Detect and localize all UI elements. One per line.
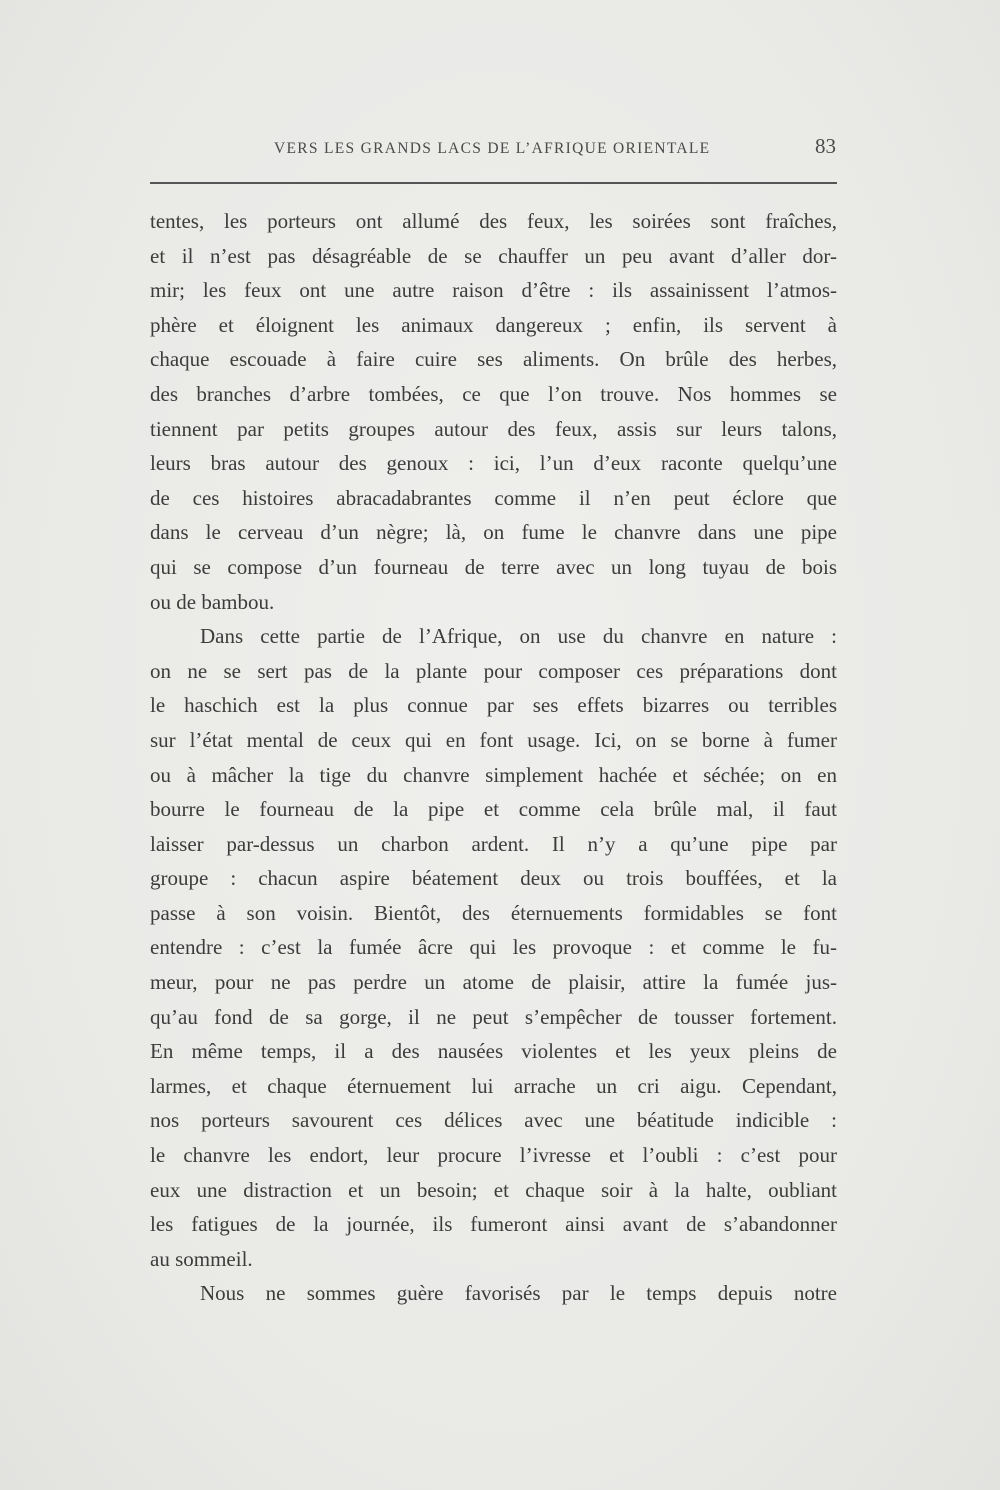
paragraph-first-line: Nous ne sommes guère favorisés par le temps depuis notre <box>200 1281 837 1306</box>
body-text <box>150 204 837 1311</box>
paragraph-end-line: au sommeil. <box>150 1246 253 1271</box>
text-line: qu’au fond de sa gorge, il ne peut s’empêcher de tousser fortement. <box>150 1004 837 1029</box>
text-line: meur, pour ne pas perdre un atome de plaisir, attire la fumée jus- <box>150 970 837 995</box>
text-line: les fatigues de la journée, ils fumeront ainsi avant de s’abandonner <box>150 1212 837 1237</box>
text-line: on ne se sert pas de la plante pour composer ces préparations dont <box>150 658 837 683</box>
text-line: tiennent par petits groupes autour des feux, assis sur leurs talons, <box>150 416 837 441</box>
running-head <box>150 134 838 164</box>
text-line: ou à mâcher la tige du chanvre simplement hachée et séchée; on en <box>150 762 837 787</box>
text-line: de ces histoires abracadabrantes comme il n’en peut éclore que <box>150 485 837 510</box>
text-line: passe à son voisin. Bientôt, des éternuements formidables se font <box>150 900 837 925</box>
text-line: et il n’est pas désagréable de se chauffer un peu avant d’aller dor- <box>150 243 837 268</box>
text-line: le chanvre les endort, leur procure l’ivresse et l’oubli : c’est pour <box>150 1143 837 1168</box>
page-number: 83 <box>815 134 836 158</box>
text-line: chaque escouade à faire cuire ses aliments. On brûle des herbes, <box>150 347 837 372</box>
text-line: entendre : c’est la fumée âcre qui les provoque : et comme le fu- <box>150 935 837 960</box>
running-title: VERS LES GRANDS LACS DE L’AFRIQUE ORIENTALE <box>274 140 711 157</box>
text-line: phère et éloignent les animaux dangereux ; enfin, ils servent à <box>150 312 837 337</box>
text-line: le haschich est la plus connue par ses effets bizarres ou terribles <box>150 693 837 718</box>
text-line: qui se compose d’un fourneau de terre avec un long tuyau de bois <box>150 554 837 579</box>
text-line: bourre le fourneau de la pipe et comme cela brûle mal, il faut <box>150 797 837 822</box>
text-line: leurs bras autour des genoux : ici, l’un d’eux raconte quelqu’une <box>150 451 837 476</box>
text-line: dans le cerveau d’un nègre; là, on fume le chanvre dans une pipe <box>150 520 837 545</box>
text-line: des branches d’arbre tombées, ce que l’on trouve. Nos hommes se <box>150 381 837 406</box>
text-line: sur l’état mental de ceux qui en font usage. Ici, on se borne à fumer <box>150 727 837 752</box>
text-line: En même temps, il a des nausées violentes et les yeux pleins de <box>150 1039 837 1064</box>
text-line: groupe : chacun aspire béatement deux ou trois bouffées, et la <box>150 866 837 891</box>
paragraph-end-line: ou de bambou. <box>150 589 275 614</box>
text-line: eux une distraction et un besoin; et chaque soir à la halte, oubliant <box>150 1177 837 1202</box>
text-line: laisser par-dessus un charbon ardent. Il n’y a qu’une pipe par <box>150 831 837 856</box>
text-line: mir; les feux ont une autre raison d’être : ils assainissent l’atmos- <box>150 278 837 303</box>
text-line: larmes, et chaque éternuement lui arrache un cri aigu. Cependant, <box>150 1073 837 1098</box>
text-line: tentes, les porteurs ont allumé des feux, les soirées sont fraîches, <box>150 209 837 233</box>
text-line: nos porteurs savourent ces délices avec une béatitude indicible : <box>150 1108 837 1133</box>
paragraph-first-line: Dans cette partie de l’Afrique, on use du chanvre en nature : <box>200 624 837 649</box>
header-rule <box>150 182 837 184</box>
